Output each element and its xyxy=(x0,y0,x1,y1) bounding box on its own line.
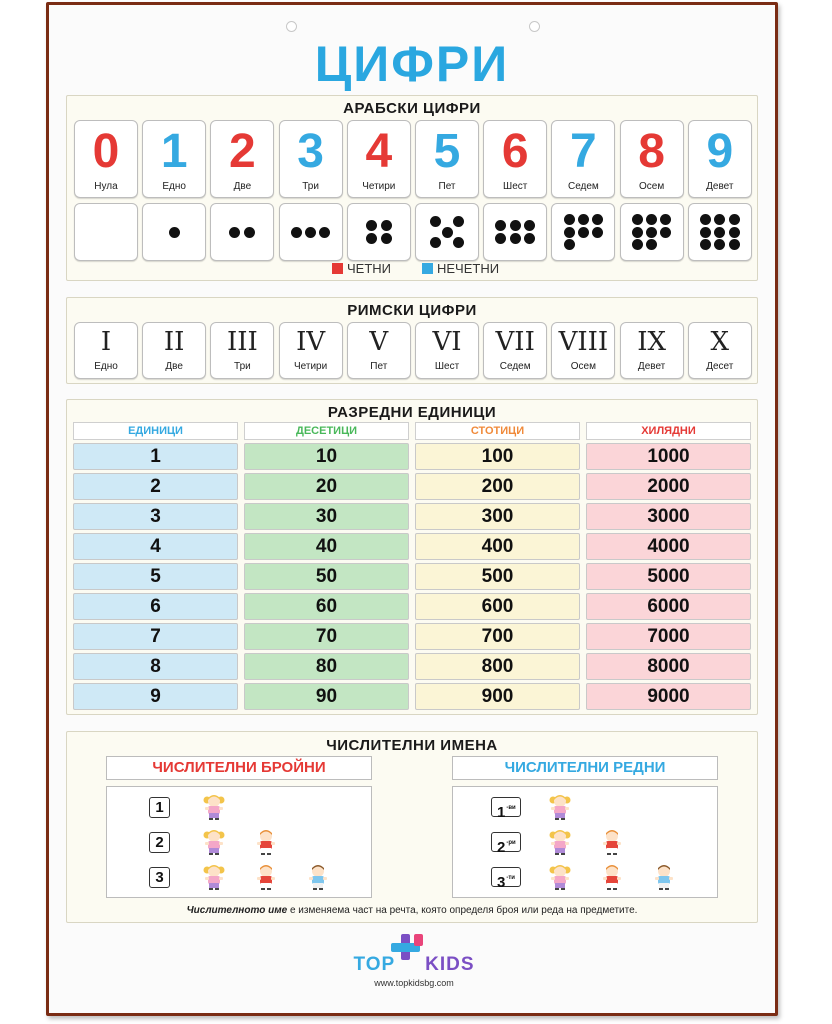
roman-card-VI xyxy=(415,322,479,379)
digit-card-4 xyxy=(347,120,411,198)
roman-card-X xyxy=(688,322,752,379)
dot-icon xyxy=(510,220,521,231)
place-value-cell: 800 xyxy=(415,653,580,680)
digit-glyph: 2 xyxy=(229,125,256,178)
place-value-cell: 80 xyxy=(244,653,409,680)
child-figure-icon xyxy=(203,828,225,861)
dot-icon xyxy=(714,227,725,238)
dot-icon xyxy=(700,227,711,238)
place-value-cell: 8000 xyxy=(586,653,751,680)
roman-word: Пет xyxy=(370,361,388,372)
place-value-cell: 90 xyxy=(244,683,409,710)
roman-card-IV xyxy=(279,322,343,379)
digit-word: Три xyxy=(302,181,319,192)
ordinal-number-box: $1^{-ви}$ xyxy=(491,797,521,817)
dot-card-3 xyxy=(279,203,343,261)
roman-card-I xyxy=(74,322,138,379)
dot-card-8 xyxy=(620,203,684,261)
dot-icon xyxy=(453,216,464,227)
roman-word: Три xyxy=(234,361,251,372)
legend-even: ЧЕТНИ xyxy=(332,261,391,276)
digit-word: Осем xyxy=(638,181,665,192)
digit-card-3 xyxy=(279,120,343,198)
child-figure-icon xyxy=(549,793,571,826)
digit-glyph: 4 xyxy=(365,125,393,178)
ordinal-title: ЧИСЛИТЕЛНИ РЕДНИ xyxy=(452,756,718,780)
place-value-cell: 40 xyxy=(244,533,409,560)
place-value-cell: 400 xyxy=(415,533,580,560)
place-value-cell: 5 xyxy=(73,563,238,590)
dot-icon xyxy=(660,227,671,238)
ordinal-number-box: $2^{-ри}$ xyxy=(491,832,521,852)
dot-icon xyxy=(646,239,657,250)
dot-icon xyxy=(632,227,643,238)
digit-glyph: 3 xyxy=(297,125,324,178)
dot-icon xyxy=(524,233,535,244)
roman-word: Две xyxy=(165,361,183,372)
dot-icon xyxy=(632,239,643,250)
roman-card-VII xyxy=(483,322,547,379)
dot-icon xyxy=(646,214,657,225)
digit-card-9 xyxy=(688,120,752,198)
child-figure-icon xyxy=(203,793,225,826)
dot-icon xyxy=(646,227,657,238)
place-value-cell: 4 xyxy=(73,533,238,560)
place-value-cell: 1000 xyxy=(586,443,751,470)
topkids-logo: TOP KIDS www.topkidsbg.com xyxy=(344,930,484,990)
roman-glyph: I xyxy=(100,327,112,357)
dot-card-2 xyxy=(210,203,274,261)
dot-icon xyxy=(714,239,725,250)
digit-glyph: 5 xyxy=(433,125,461,178)
place-value-cell: 2000 xyxy=(586,473,751,500)
place-value-cell: 60 xyxy=(244,593,409,620)
dot-icon xyxy=(291,227,302,238)
place-value-cell: 1 xyxy=(73,443,238,470)
cardinal-number-box: 3 xyxy=(149,867,170,888)
roman-word: Десет xyxy=(706,361,734,372)
dot-card-0 xyxy=(74,203,138,261)
place-value-cell: 100 xyxy=(415,443,580,470)
place-value-cell: 20 xyxy=(244,473,409,500)
dot-card-4 xyxy=(347,203,411,261)
digit-card-5 xyxy=(415,120,479,198)
place-value-cell: 7 xyxy=(73,623,238,650)
roman-card-IX xyxy=(620,322,684,379)
roman-glyph: II xyxy=(163,327,185,357)
roman-card-III xyxy=(210,322,274,379)
digit-card-0 xyxy=(74,120,138,198)
ordinal-box xyxy=(452,786,718,898)
roman-glyph: X xyxy=(710,327,730,357)
digit-word: Едно xyxy=(162,181,186,192)
column-header: ДЕСЕТИЦИ xyxy=(244,422,409,440)
numeral-names-title: ЧИСЛИТЕЛНИ ИМЕНА xyxy=(326,737,498,754)
dot-icon xyxy=(714,214,725,225)
page-title: ЦИФРИ xyxy=(314,36,510,92)
dot-icon xyxy=(495,220,506,231)
roman-word: Седем xyxy=(499,361,531,372)
place-value-cell: 9 xyxy=(73,683,238,710)
roman-glyph: V xyxy=(369,327,389,357)
hanging-hole-left xyxy=(286,21,297,32)
dot-icon xyxy=(305,227,316,238)
child-figure-icon xyxy=(601,863,623,896)
roman-card-V xyxy=(347,322,411,379)
dot-card-7 xyxy=(551,203,615,261)
dot-card-1 xyxy=(142,203,206,261)
digit-glyph: 8 xyxy=(638,125,665,178)
column-header: ЕДИНИЦИ xyxy=(73,422,238,440)
dot-icon xyxy=(660,214,671,225)
arabic-digits-panel xyxy=(66,95,758,281)
dot-icon xyxy=(381,233,392,244)
place-values-panel xyxy=(66,399,758,715)
child-figure-icon xyxy=(549,828,571,861)
place-value-cell: 10 xyxy=(244,443,409,470)
digit-glyph: 0 xyxy=(92,125,120,178)
digit-word: Нула xyxy=(94,181,118,192)
place-value-cell: 3000 xyxy=(586,503,751,530)
roman-word: Шест xyxy=(434,361,460,372)
roman-glyph: IV xyxy=(296,327,326,357)
place-value-cell: 700 xyxy=(415,623,580,650)
dot-icon xyxy=(564,214,575,225)
digit-word: Шест xyxy=(503,181,528,192)
dot-icon xyxy=(366,233,377,244)
digit-word: Четири xyxy=(362,181,396,192)
arabic-digits-title: АРАБСКИ ЦИФРИ xyxy=(343,100,481,117)
place-value-cell: 2 xyxy=(73,473,238,500)
dot-icon xyxy=(430,237,441,248)
place-value-cell: 900 xyxy=(415,683,580,710)
place-value-cell: 6000 xyxy=(586,593,751,620)
child-figure-icon xyxy=(255,863,277,896)
place-value-cell: 50 xyxy=(244,563,409,590)
dot-icon xyxy=(700,239,711,250)
digit-card-6 xyxy=(483,120,547,198)
ordinal-number-box: $3^{-ти}$ xyxy=(491,867,521,887)
digit-glyph: 9 xyxy=(706,125,734,178)
cardinal-title: ЧИСЛИТЕЛНИ БРОЙНИ xyxy=(106,756,372,780)
place-value-cell: 300 xyxy=(415,503,580,530)
dot-icon xyxy=(430,216,441,227)
roman-glyph: VII xyxy=(495,327,535,357)
digit-card-1 xyxy=(142,120,206,198)
dot-icon xyxy=(442,227,453,238)
place-value-cell: 5000 xyxy=(586,563,751,590)
hanging-hole-right xyxy=(529,21,540,32)
column-header: ХИЛЯДНИ xyxy=(586,422,751,440)
cardinal-number-box: 1 xyxy=(149,797,170,818)
dot-icon xyxy=(564,239,575,250)
poster xyxy=(46,2,778,1016)
digit-word: Девет xyxy=(706,181,734,192)
roman-word: Осем xyxy=(570,361,596,372)
digit-word: Седем xyxy=(567,181,599,192)
dot-icon xyxy=(366,220,377,231)
footnote: Числителното име е изменяема част на речта, която определя броя или реда на предметите. xyxy=(186,905,638,916)
place-value-cell: 500 xyxy=(415,563,580,590)
digit-card-8 xyxy=(620,120,684,198)
digit-glyph: 6 xyxy=(501,125,529,178)
child-figure-icon xyxy=(307,863,329,896)
place-value-cell: 600 xyxy=(415,593,580,620)
dot-icon xyxy=(592,214,603,225)
dot-icon xyxy=(632,214,643,225)
dot-icon xyxy=(729,239,740,250)
dot-icon xyxy=(453,237,464,248)
place-value-cell: 9000 xyxy=(586,683,751,710)
column-header: СТОТИЦИ xyxy=(415,422,580,440)
dot-icon xyxy=(229,227,240,238)
digit-glyph: 7 xyxy=(570,125,597,178)
roman-word: Четири xyxy=(293,361,328,372)
child-figure-icon xyxy=(601,828,623,861)
place-value-cell: 70 xyxy=(244,623,409,650)
child-figure-icon xyxy=(255,828,277,861)
dot-icon xyxy=(578,227,589,238)
child-figure-icon xyxy=(203,863,225,896)
dot-icon xyxy=(381,220,392,231)
roman-numerals-panel xyxy=(66,297,758,384)
roman-word: Девет xyxy=(637,361,666,372)
roman-card-VIII xyxy=(551,322,615,379)
dot-icon xyxy=(729,227,740,238)
dot-icon xyxy=(578,214,589,225)
website-url: www.topkidsbg.com xyxy=(374,978,454,988)
dot-icon xyxy=(169,227,180,238)
roman-word: Едно xyxy=(94,361,118,372)
roman-numerals-title: РИМСКИ ЦИФРИ xyxy=(347,302,477,319)
dot-icon xyxy=(495,233,506,244)
dot-card-5 xyxy=(415,203,479,261)
cardinal-number-box: 2 xyxy=(149,832,170,853)
numeral-names-panel xyxy=(66,731,758,923)
legend-odd: НЕЧЕТНИ xyxy=(422,261,499,276)
child-figure-icon xyxy=(653,863,675,896)
roman-card-II xyxy=(142,322,206,379)
digit-card-7 xyxy=(551,120,615,198)
place-value-cell: 30 xyxy=(244,503,409,530)
blue-square-icon xyxy=(422,263,433,274)
dot-icon xyxy=(510,233,521,244)
roman-glyph: VI xyxy=(432,327,462,357)
place-value-cell: 4000 xyxy=(586,533,751,560)
dot-icon xyxy=(564,227,575,238)
digit-card-2 xyxy=(210,120,274,198)
dot-icon xyxy=(729,214,740,225)
dot-icon xyxy=(592,227,603,238)
dot-card-6 xyxy=(483,203,547,261)
place-value-cell: 6 xyxy=(73,593,238,620)
dot-icon xyxy=(244,227,255,238)
roman-glyph: VIII xyxy=(558,327,609,357)
place-value-cell: 8 xyxy=(73,653,238,680)
cardinal-box xyxy=(106,786,372,898)
red-square-icon xyxy=(332,263,343,274)
dot-card-9 xyxy=(688,203,752,261)
place-value-cell: 7000 xyxy=(586,623,751,650)
place-value-cell: 200 xyxy=(415,473,580,500)
place-values-title: РАЗРЕДНИ ЕДИНИЦИ xyxy=(327,404,497,421)
dot-icon xyxy=(319,227,330,238)
child-figure-icon xyxy=(549,863,571,896)
dot-icon xyxy=(700,214,711,225)
digit-glyph: 1 xyxy=(160,125,188,178)
dot-icon xyxy=(524,220,535,231)
digit-word: Пет xyxy=(438,181,456,192)
roman-glyph: III xyxy=(226,327,258,357)
roman-glyph: IX xyxy=(637,327,666,357)
digit-word: Две xyxy=(233,181,252,192)
place-value-cell: 3 xyxy=(73,503,238,530)
